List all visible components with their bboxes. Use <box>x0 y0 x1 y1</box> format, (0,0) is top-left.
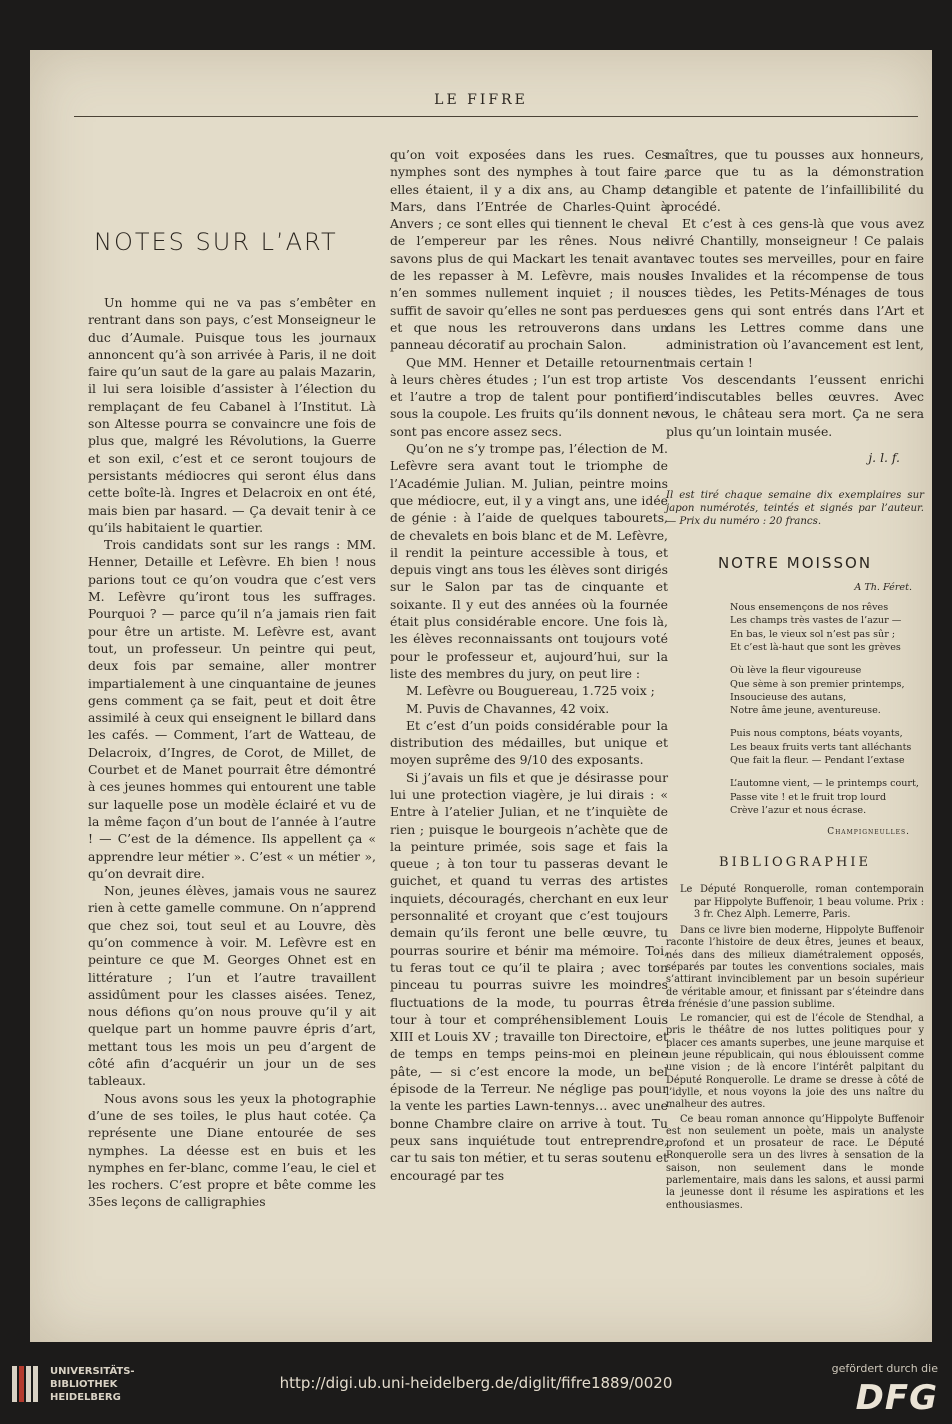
paragraph: maîtres, que tu pousses aux honneurs, parce que tu as la démonstration tangible et patente de l’infaillibilité du procédé. <box>666 147 924 214</box>
permalink-url[interactable]: http://digi.ub.uni-heidelberg.de/diglit/fifre1889/0020 <box>279 1374 673 1392</box>
poem-line: Et c’est là-haut que sont les grèves <box>730 641 901 653</box>
paragraph: Et c’est d’un poids considérable pour la distribution des médailles, but unique et moyen suprême des 9/10 des exposants. <box>390 717 668 768</box>
poem-stanza <box>730 601 924 654</box>
poem-line: En bas, le vieux sol n’est pas sûr ; <box>730 628 896 640</box>
library-name-line: UNIVERSITÄTS- <box>50 1366 135 1377</box>
poem-line: Passe vite ! et le fruit trop lourd <box>730 791 887 803</box>
column-1 <box>88 146 376 1211</box>
paragraph: Si j’avais un fils et que je désirasse pour lui une protection viagère, je lui dirais : « Entre à l’atelier Julian, et ne t’inquiète de rien ; puisque le bourgeois n’achète que de la peinture primée, sois sage et fais la queue ; à ton tour tu passeras devant le guichet, et quand tu verras des artistes inquiets, découragés, cherchant en eux leur personnalité et croyant que c’est toujours demain qu’ils feront une belle œuvre, tu pourras sourire et bénir ma mémoire. Toi, tu feras tout ce qu’il te plaira ; avec ton pinceau tu pourras suivre les moindres fluctuations de la mode, tu pourras être tour à tour et compréhensiblement Louis XIII et Louis XV ; travaille ton Directoire, et de temps en temps peins-moi en pleine pâte, — si c’est encore la mode, un bel épisode de la Terreur. Ne néglige pas pour la vente les parties Lawn-tennys… avec une bonne Chambre claire on arrive à tout. Tu peux sans inquiétude tout entreprendre, car tu sais ton métier, et tu seras soutenu et encouragé par tes <box>390 769 669 1183</box>
poem-author: Champigneulles. <box>827 827 910 838</box>
paragraph: Nous avons sous les yeux la photographie d’une de ses toiles, le plus haut cotée. Ça représente une Diane entourée de ses nymphes. La déesse est en buis et les nymphes en fer-blanc, comme l’eau, le ciel et les rochers. C’est propre et bête comme les 35es leçons de calligraphies <box>88 1090 376 1210</box>
running-head: LE FIFRE <box>434 92 528 108</box>
poem-stanza <box>730 664 924 717</box>
paragraph: Non, jeunes élèves, jamais vous ne saurez rien à cette gamelle commune. On n’apprend que chez soi, tout seul et au Louvre, dès qu’on commence à voir. M. Lefèvre est en peinture ce que M. Georges Ohnet est en littérature ; l’un et l’autre travaillent assidûment pour les classes aisées. Tenez, nous défions qu’on nous prouve qu’il y ait quelque part un homme pauvre épris d’art, mettant tous les mois un peu d’argent de côté afin d’acquérir un jour un de ses tableaux. <box>88 883 376 1089</box>
colophon-note: Il est tiré chaque semaine dix exemplaires sur japon numérotés, teintés et signés par l’auteur. — Prix du numéro : 20 francs. <box>666 490 924 528</box>
paragraph: Dans ce livre bien moderne, Hippolyte Buffenoir raconte l’histoire de deux êtres, jeunes et beaux, nés dans des milieux diamétralement opposés, séparés par toutes les conventions sociales, mais s’attirant invinciblement par un besoin supérieur de véritable amour, et finissant par s’éteindre dans la frénésie d’une passion sublime. <box>666 925 924 1010</box>
paragraph: qu’on voit exposées dans les rues. Ces nymphes sont des nymphes à tout faire ; elles étaient, il y a dix ans, au Champ de Mars, dans l’Entrée de Charles-Quint à Anvers ; ce sont elles qui tiennent le cheval de l’empereur par les rênes. Nous ne savons plus de qui Mackart les tenait avant de les repasser à M. Lefèvre, mais nous n’en sommes nullement inquiet ; il nous suffit de savoir qu’elles ne sont pas perdues et que nous les retrouverons dans un panneau décoratif au prochain Salon. <box>390 147 668 353</box>
header-rule <box>74 116 918 117</box>
poem-line: Nous ensemençons de nos rêves <box>730 602 889 614</box>
paragraph: Qu’on ne s’y trompe pas, l’élection de M. Lefèvre sera avant tout le triomphe de l’Académie Julian. M. Julian, peintre moins que médiocre, eut, il y a vingt ans, une idée de génie : à l’aide de quelques tabourets, de chevalets en bois blanc et de M. Lefèvre, il rendit la peinture accessible à tous, et depuis vingt ans tous les élèves sont dirigés sur le Salon par tas de cinquante et soixante. Il y eut des années où la fournée était plus considérable encore. Une fois là, les élèves reconnaissants ont toujours voté pour le professeur et, aujourd’hui, sur la liste des membres du jury, on peut lire : <box>390 441 668 681</box>
poem-line: Crève l’azur et nous écrase. <box>730 804 867 816</box>
paragraph: Et c’est à ces gens-là que vous avez livré Chantilly, monseigneur ! Ce palais avec toutes ses merveilles, pour en faire les Invalides et la récompense de tous ces tièdes, les Petits-Ménages de tous ces gens qui sont entrés dans l’Art et dans les Lettres comme dans une administration où l’avancement est lent, mais certain ! <box>666 216 924 370</box>
poem-line: Insoucieuse des autans, <box>730 691 847 703</box>
funder-caption: gefördert durch die <box>831 1362 938 1375</box>
poem-line: Les beaux fruits verts tant alléchants <box>730 741 912 753</box>
poem-title: NOTRE MOISSON <box>717 554 873 573</box>
vote-line: M. Puvis de Chavannes, 42 voix. <box>406 700 610 716</box>
poem-line: L’automne vient, — le printemps court, <box>730 778 919 790</box>
poem-line: Puis nous comptons, béats voyants, <box>730 728 903 740</box>
poem-line: Où lève la fleur vigoureuse <box>730 665 862 677</box>
library-name-line: BIBLIOTHEK <box>50 1379 118 1390</box>
newspaper-page <box>30 50 932 1342</box>
bibliography-entry: Le Député Ronquerolle, roman contemporain par Hippolyte Buffenoir, 1 beau volume. Prix : 3 fr. Chez Alph. Lemerre, Paris. <box>680 884 924 920</box>
article-title: NOTES SUR L’ART <box>94 228 338 256</box>
paragraph: Un homme qui ne va pas s’embêter en rentrant dans son pays, c’est Monseigneur le duc d’Aumale. Puisque tous les journaux annoncent qu’à son arrivée à Paris, il ne doit faire qu’un saut de la gare au palais Mazarin, il lui sera loisible d’assister à l’élection du remplaçant de feu Cabanel à l’Institut. Là son Altesse pourra se convaincre une fois de plus que, malgré les Révolutions, la Guerre et son exil, c’est et ce seront toujours de persistants médiocres qui seront élus dans cette boîte-là. Ingres et Delacroix en ont été, mais bien par hasard. — Ça devait tenir à ce qu’ils habitaient le quartier. <box>88 295 376 535</box>
vote-line: M. Lefèvre ou Bouguereau, 1.725 voix ; <box>406 683 655 699</box>
poem-stanza <box>730 777 924 817</box>
library-name-line: HEIDELBERG <box>50 1392 121 1403</box>
column-2 <box>390 146 668 1184</box>
poem-stanza <box>730 727 924 767</box>
paragraph: Trois candidats sont sur les rangs : MM. Henner, Detaille et Lefèvre. Eh bien ! nous parions tout ce qu’on voudra que c’est vers M. Lefèvre qu’iront tous les suffrages. Pourquoi ? — parce qu’il n’a jamais rien fait pour être un artiste. M. Lefèvre est, avant tout, un professeur. Un peintre qui peut, deux fois par semaine, aller montrer impartialement à une cinquantaine de jeunes gens comment ça se fait, peut et doit être assimilé à ceux qui enseignent le billard dans les cafés. — Comment, l’art de Watteau, de Delacroix, d’Ingres, de Corot, de Millet, de Courbet et de Manet pourrait être démontré à ces jeunes hommes qui entourent une table sur laquelle pose un modèle éclairé et vu de la même façon d’un bout de l’année à l’autre ! — C’est de la démence. Ils appellent ça « apprendre leur métier ». C’est « un métier », qu’on devrait dire. <box>88 537 376 881</box>
paragraph: Que MM. Henner et Detaille retournent à leurs chères études ; l’un est trop artiste et l’autre a trop de talent pour pontifier sous la coupole. Les fruits qu’ils donnent ne sont pas encore assez secs. <box>390 354 668 439</box>
paragraph: Le romancier, qui est de l’école de Stendhal, a pris le théâtre de nos luttes politiques pour y placer ces amants superbes, une jeune marquise et un jeune républicain, qui nous éblouissent comme une vision ; de là encore l’intérêt palpitant du Député Ronquerolle. Le drame se dresse à côté de l’idylle, et nous voyons la joie des uns naître du malheur des autres. <box>666 1013 924 1111</box>
paragraph: Vos descendants l’eussent enrichi d’indiscutables belles œuvres. Avec vous, le château sera mort. Ça ne sera plus qu’un lointain musée. <box>666 371 924 439</box>
paragraph: Ce beau roman annonce qu’Hippolyte Buffenoir est non seulement un poète, mais un analyste profond et un prosateur de race. Le Député Ronquerolle sera un des livres à sensation de la saison, non seulement dans le monde parlementaire, mais dans les salons, et aussi parmi la jeunesse dont il résume les aspirations et les enthousiasmes. <box>666 1113 924 1211</box>
poem-line: Notre âme jeune, aventureuse. <box>730 705 881 717</box>
column-3 <box>666 146 924 1214</box>
bibliography-heading: BIBLIOGRAPHIE <box>719 855 871 871</box>
poem-line: Les champs très vastes de l’azur — <box>730 615 902 627</box>
viewer-footer <box>0 1352 952 1424</box>
dfg-logo: DFG <box>855 1378 938 1418</box>
author-signature: j. l. f. <box>868 450 900 466</box>
poem-line: Que sème à son premier printemps, <box>730 678 905 690</box>
poem-line: Que fait la fleur. — Pendant l’extase <box>730 755 905 767</box>
poem-dedication: A Th. Féret. <box>854 582 912 594</box>
